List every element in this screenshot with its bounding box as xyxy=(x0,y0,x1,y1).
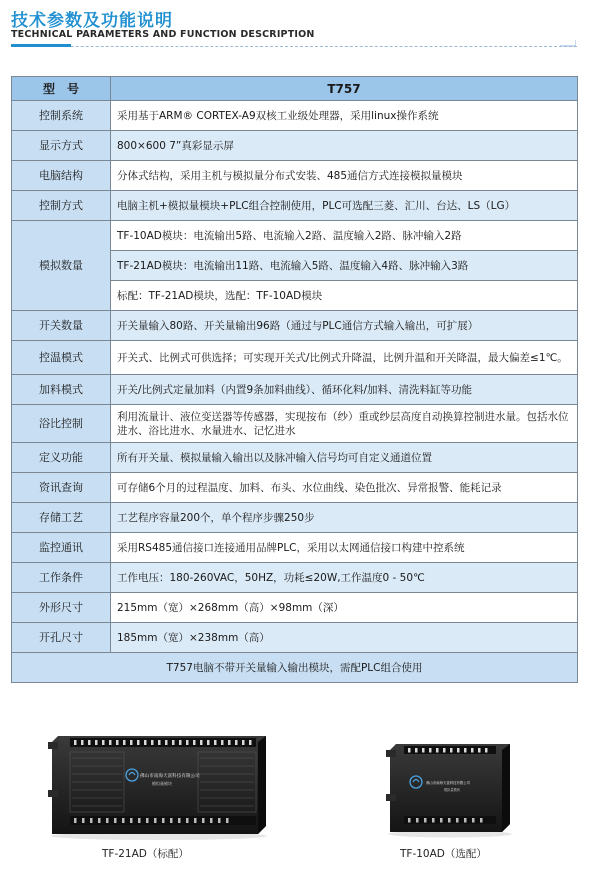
row-value: 215mm（宽）×268mm（高）×98mm（深） xyxy=(111,593,578,623)
row-label: 浴比控制 xyxy=(12,405,111,443)
row-label: 外形尺寸 xyxy=(12,593,111,623)
row-value: TF-10AD模块：电流输出5路、电流输入2路、温度输入2路、脉冲输入2路 xyxy=(111,221,578,251)
row-label: 电脑结构 xyxy=(12,161,111,191)
row-value: 185mm（宽）×238mm（高） xyxy=(111,623,578,653)
table-row xyxy=(12,341,578,375)
tf21ad-caption: TF-21AD（标配） xyxy=(102,848,189,860)
row-value: 工作电压：180-260VAC，50HZ，功耗≤20W,工作温度0 - 50℃ xyxy=(111,563,578,593)
row-label: 存储工艺 xyxy=(12,503,111,533)
row-value: 所有开关量、模拟量输入输出以及脉冲输入信号均可自定义通道位置 xyxy=(111,443,578,473)
table-row xyxy=(12,443,578,473)
table-row xyxy=(12,473,578,503)
table-row xyxy=(12,191,578,221)
row-label: 控温模式 xyxy=(12,341,111,375)
svg-text:佛山市南海天富科技有限公司: 佛山市南海天富科技有限公司 xyxy=(426,781,471,785)
svg-text:佛山市南海天富科技有限公司: 佛山市南海天富科技有限公司 xyxy=(140,774,200,779)
table-row xyxy=(12,101,578,131)
model-label: 型 号 xyxy=(12,77,111,101)
row-label: 开关数量 xyxy=(12,311,111,341)
row-value: 分体式结构，采用主机与模拟量分布式安装、485通信方式连接模拟量模块 xyxy=(111,161,578,191)
row-value: 标配：TF-21AD模块，选配：TF-10AD模块 xyxy=(111,281,578,311)
row-label: 模拟数量 xyxy=(12,221,111,311)
row-label: 控制方式 xyxy=(12,191,111,221)
row-value: 开关式、比例式可供选择；可实现开关式/比例式升降温，比例升温和开关降温，最大偏差≤1℃。 xyxy=(111,341,578,375)
title-accent-bar xyxy=(11,44,71,47)
row-value: 采用基于ARM® CORTEX-A9双核工业级处理器，采用linux操作系统 xyxy=(111,101,578,131)
row-value: 开关量输入80路、开关量输出96路（通过与PLC通信方式输入输出，可扩展） xyxy=(111,311,578,341)
table-row xyxy=(12,221,578,251)
row-label: 监控通讯 xyxy=(12,533,111,563)
table-note: T757电脑不带开关量输入输出模块，需配PLC组合使用 xyxy=(12,653,578,683)
table-row xyxy=(12,503,578,533)
spec-table xyxy=(11,76,578,683)
row-value: 800×600 7”真彩显示屏 xyxy=(111,131,578,161)
table-row xyxy=(12,311,578,341)
table-row xyxy=(12,533,578,563)
row-label: 显示方式 xyxy=(12,131,111,161)
row-value: 电脑主机+模拟量模块+PLC组合控制使用，PLC可选配三菱、汇川、台达、LS（LG） xyxy=(111,191,578,221)
model-value: T757 xyxy=(111,77,578,101)
row-value: 利用流量计、液位变送器等传感器，实现按布（纱）重或纱层高度自动换算控制进水量。包括水位进水、浴比进水、水量进水、记忆进水 xyxy=(111,405,578,443)
svg-text:模拟量模块: 模拟量模块 xyxy=(444,788,460,792)
svg-text:模拟量模块: 模拟量模块 xyxy=(152,781,172,786)
table-row xyxy=(12,375,578,405)
row-label: 开孔尺寸 xyxy=(12,623,111,653)
row-value: 采用RS485通信接口连接通用品牌PLC，采用以太网通信接口构建中控系统 xyxy=(111,533,578,563)
table-header-row xyxy=(12,77,578,101)
table-row xyxy=(12,405,578,443)
corner-bracket-icon xyxy=(560,40,576,50)
row-label: 工作条件 xyxy=(12,563,111,593)
table-row xyxy=(12,623,578,653)
table-note-row xyxy=(12,653,578,683)
table-row xyxy=(12,161,578,191)
row-label: 资讯查询 xyxy=(12,473,111,503)
table-row xyxy=(12,563,578,593)
row-label: 定义功能 xyxy=(12,443,111,473)
row-label: 加料模式 xyxy=(12,375,111,405)
page-title: 技术参数及功能说明 xyxy=(11,11,173,31)
tf21ad-module-image xyxy=(48,728,270,840)
tf10ad-module-image xyxy=(386,738,514,838)
table-row xyxy=(12,593,578,623)
table-row xyxy=(12,131,578,161)
title-divider xyxy=(11,46,577,47)
row-value: TF-21AD模块：电流输出11路、电流输入5路、温度输入4路、脉冲输入3路 xyxy=(111,251,578,281)
page-subtitle: TECHNICAL PARAMETERS AND FUNCTION DESCRIPTION xyxy=(11,29,315,40)
tf10ad-caption: TF-10AD（选配） xyxy=(400,848,487,860)
row-value: 可存储6个月的过程温度、加料、布头、水位曲线、染色批次、异常报警、能耗记录 xyxy=(111,473,578,503)
row-label: 控制系统 xyxy=(12,101,111,131)
row-value: 开关/比例式定量加料（内置9条加料曲线）、循环化料/加料、清洗料缸等功能 xyxy=(111,375,578,405)
row-value: 工艺程序容量200个，单个程序步骤250步 xyxy=(111,503,578,533)
